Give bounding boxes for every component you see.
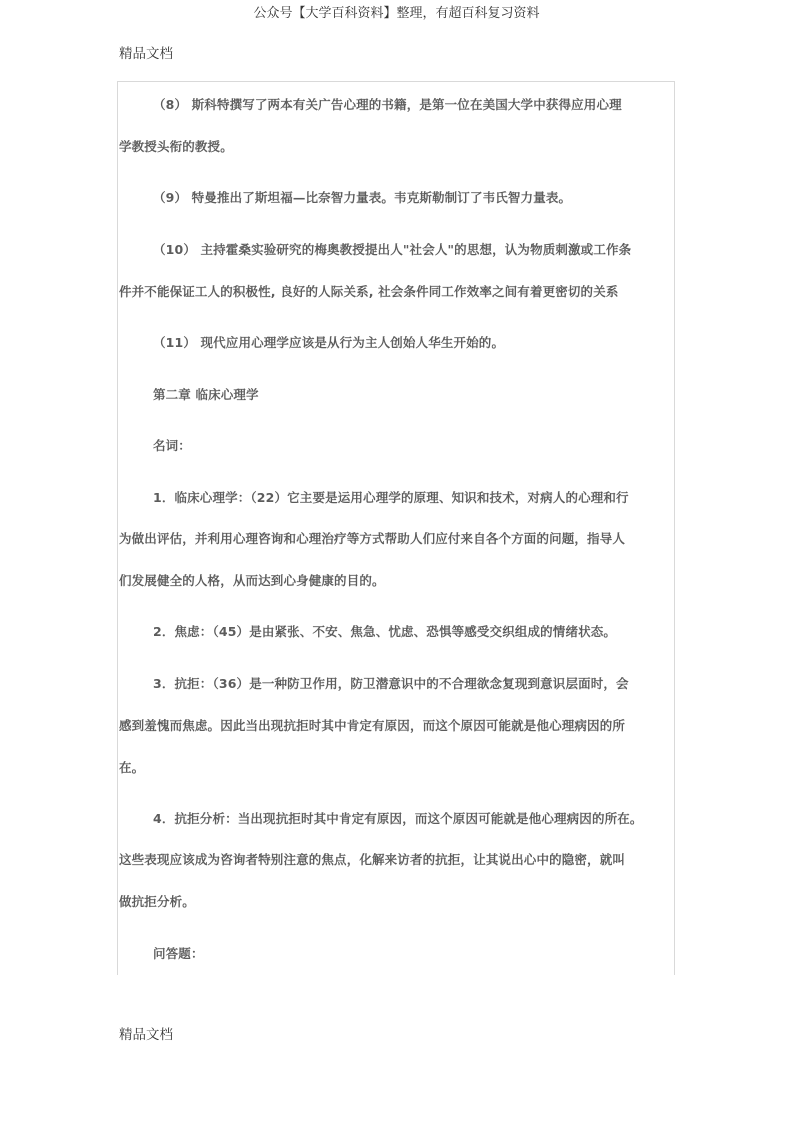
section-heading-terms: 名词： <box>153 438 191 453</box>
term-1-line-3: 们发展健全的人格，从而达到心身健康的目的。 <box>119 573 385 588</box>
footer-label: 精品文档 <box>119 1027 173 1043</box>
text-line-item-9: （9） 特曼推出了斯坦福—比奈智力量表。韦克斯勒制订了韦氏智力量表。 <box>153 190 572 205</box>
term-3-line-2: 感到羞愧而焦虑。因此当出现抗拒时其中肯定有原因，而这个原因可能就是他心理病因的所 <box>119 718 626 733</box>
content-frame <box>117 81 675 975</box>
term-2-line-1: 2．焦虑：（45）是由紧张、不安、焦急、忧虑、恐惧等感受交织组成的情绪状态。 <box>153 624 617 639</box>
text-line-item-11: （11） 现代应用心理学应该是从行为主人创始人华生开始的。 <box>153 335 505 350</box>
section-heading-qa: 问答题： <box>153 946 204 961</box>
term-4-line-3: 做抗拒分析。 <box>119 894 195 909</box>
term-3-line-1: 3．抗拒：（36）是一种防卫作用，防卫潜意识中的不合理欲念复现到意识层面时，会 <box>153 676 629 691</box>
text-line-item-8: （8） 斯科特撰写了两本有关广告心理的书籍，是第一位在美国大学中获得应用心理 <box>153 97 622 112</box>
term-1-line-2: 为做出评估，并利用心理咨询和心理治疗等方式帮助人们应付来自各个方面的问题，指导人 <box>119 531 626 546</box>
term-3-line-3: 在。 <box>119 760 145 775</box>
top-banner: 公众号【大学百科资料】整理，有超百科复习资料 <box>253 6 540 21</box>
chapter-heading: 第二章 临床心理学 <box>153 387 259 402</box>
text-line-item-10-cont: 件并不能保证工人的积极性, 良好的人际关系, 社会条件同工作效率之间有着更密切的关系 <box>119 284 619 299</box>
term-1-line-1: 1．临床心理学：（22）它主要是运用心理学的原理、知识和技术，对病人的心理和行 <box>153 490 629 505</box>
text-line-item-10: （10） 主持霍桑实验研究的梅奥教授提出人"社会人"的思想，认为物质刺激或工作条 <box>153 242 632 257</box>
term-4-line-2: 这些表现应该成为咨询者特别注意的焦点，化解来访者的抗拒，让其说出心中的隐密，就叫 <box>119 852 626 867</box>
header-label: 精品文档 <box>119 46 173 62</box>
text-line-item-8-cont: 学教授头衔的教授。 <box>119 139 233 154</box>
term-4-line-1: 4．抗拒分析：当出现抗拒时其中肯定有原因，而这个原因可能就是他心理病因的所在。 <box>153 811 643 826</box>
